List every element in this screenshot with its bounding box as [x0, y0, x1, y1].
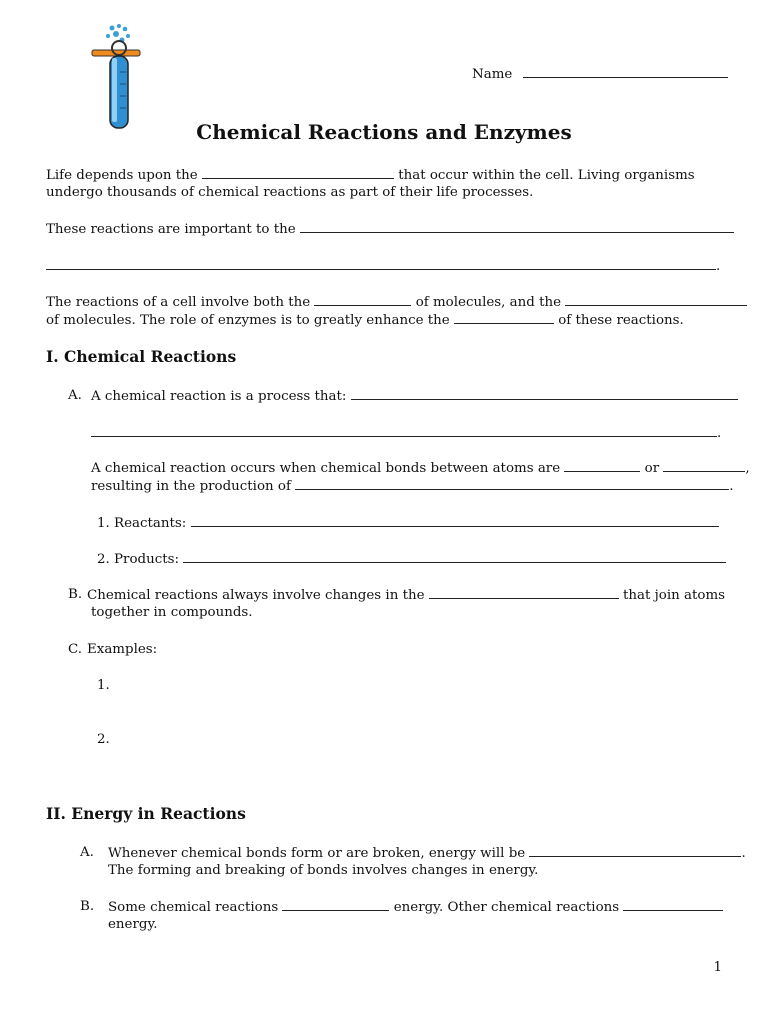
page-title: Chemical Reactions and Enzymes — [196, 120, 572, 144]
page-number: 1 — [713, 960, 722, 975]
blank-1[interactable] — [202, 166, 394, 179]
intro-line-1: Life depends upon the that occur within the cell. Living organisms — [46, 168, 695, 183]
s2-b-marker: B. — [80, 899, 95, 914]
s1-a-line-2: . — [91, 424, 721, 443]
name-label: Name — [472, 67, 513, 82]
s2-a-marker: A. — [80, 845, 94, 860]
intro-line-2: undergo thousands of chemical reactions as part of their life processes. — [46, 185, 534, 200]
test-tube-icon — [88, 22, 144, 132]
blank-4[interactable] — [314, 293, 411, 306]
blank-7[interactable] — [351, 387, 738, 400]
intro-line-6: of molecules. The role of enzymes is to greatly enhance the of these reactions. — [46, 313, 684, 328]
intro-line-5: The reactions of a cell involve both the of molecules, and the — [46, 293, 747, 312]
section-1-heading: I. Chemical Reactions — [46, 347, 237, 366]
blank-17[interactable] — [623, 898, 723, 911]
blank-15[interactable] — [529, 844, 741, 857]
s1-a-marker: A. — [68, 388, 82, 403]
s2-a-line-1: Whenever chemical bonds form or are broken, energy will be . — [108, 846, 746, 861]
blank-9[interactable] — [564, 459, 640, 472]
section-2-heading: II. Energy in Reactions — [46, 804, 246, 823]
s1-a2-line-1: A chemical reaction occurs when chemical bonds between atoms are or , — [91, 461, 750, 476]
blank-2[interactable] — [300, 220, 734, 233]
s2-a-line-2: The forming and breaking of bonds involves changes in energy. — [108, 863, 539, 878]
blank-5[interactable] — [565, 293, 747, 306]
s2-b-line-1: Some chemical reactions energy. Other chemical reactions — [108, 898, 723, 917]
s1-b-line-2: together in compounds. — [91, 605, 253, 620]
s2-b-line-2: energy. — [108, 917, 158, 932]
example-1: 1. — [97, 678, 110, 693]
s1-b-marker: B. — [68, 587, 83, 602]
blank-6[interactable] — [454, 311, 554, 324]
blank-8[interactable] — [91, 424, 717, 437]
blank-16[interactable] — [282, 898, 389, 911]
s1-b-line-1: Chemical reactions always involve changes in the that join atoms — [87, 588, 726, 603]
s1-c-marker: C. — [68, 642, 83, 657]
products-line: 2. Products: — [97, 550, 726, 569]
blank-14[interactable] — [429, 586, 619, 599]
name-blank[interactable] — [523, 65, 728, 78]
name-field[interactable] — [472, 65, 728, 84]
s1-a2-line-2: resulting in the production of . — [91, 479, 734, 494]
intro-line-3: These reactions are important to the — [46, 220, 734, 239]
s1-a-line-1: A chemical reaction is a process that: — [91, 387, 738, 406]
blank-11[interactable] — [295, 477, 729, 490]
blank-3[interactable] — [46, 257, 716, 270]
blank-13[interactable] — [183, 550, 726, 563]
intro-line-4: . — [46, 257, 720, 276]
blank-10[interactable] — [663, 459, 745, 472]
blank-12[interactable] — [191, 514, 719, 527]
reactants-line: 1. Reactants: — [97, 514, 719, 533]
example-2: 2. — [97, 732, 110, 747]
s1-c-text: Examples: — [87, 642, 158, 657]
